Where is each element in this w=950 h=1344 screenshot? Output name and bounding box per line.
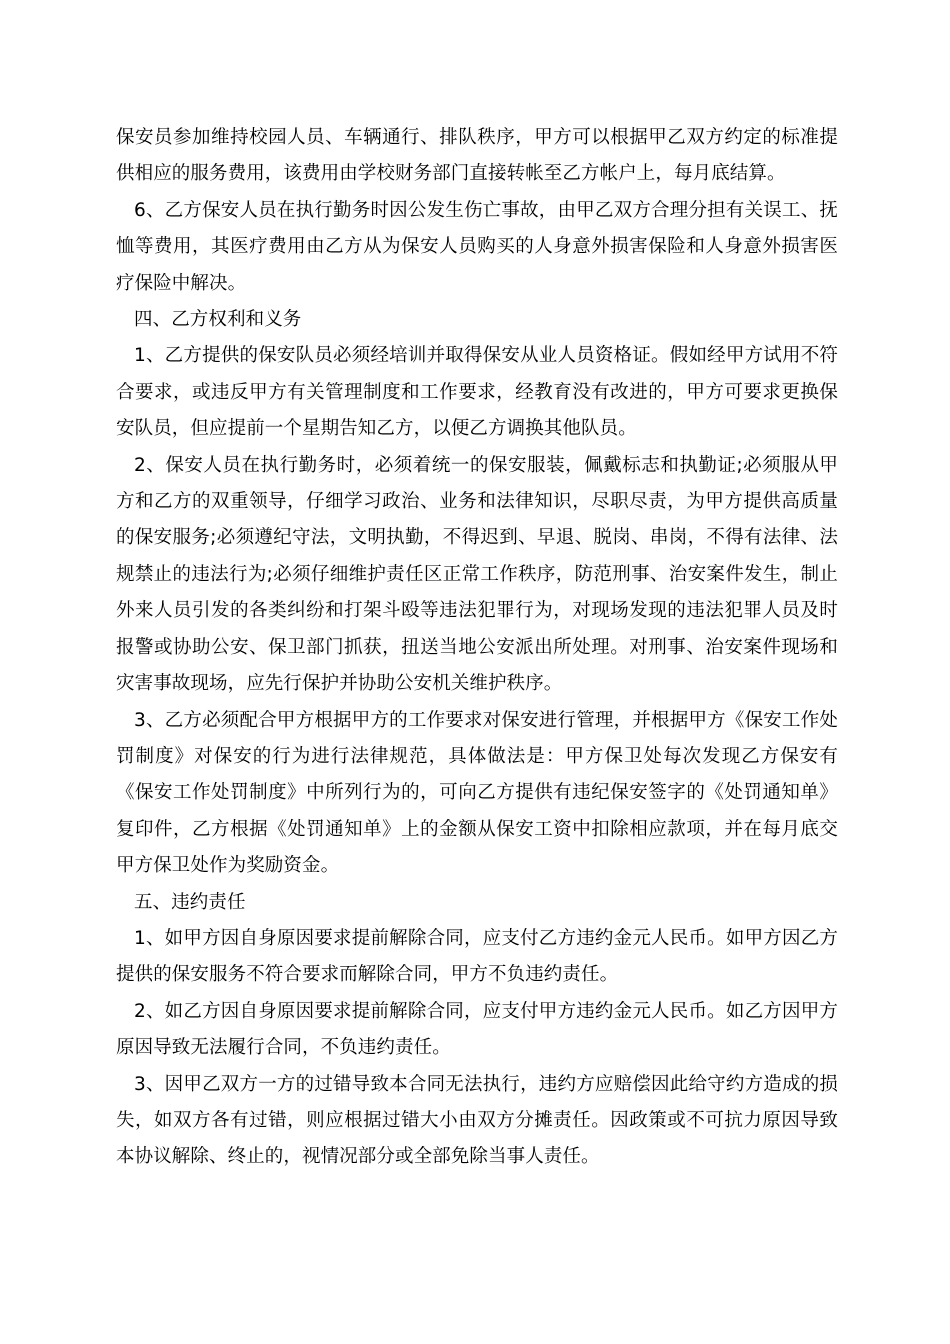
paragraph-breach-1: 1、如甲方因自身原因要求提前解除合同，应支付乙方违约金元人民币。如甲方因乙方提供的保安服务不符合要求而解除合同，甲方不负违约责任。 — [116, 927, 838, 986]
paragraph-breach-3: 3、因甲乙双方一方的过错导致本合同无法执行，违约方应赔偿因此给守约方造成的损失，如双方各有过错，则应根据过错大小由双方分摊责任。因政策或不可抗力原因导致本协议解除、终止的，视情况部分或全部免除当事人责任。 — [116, 1073, 838, 1168]
section-heading-4: 四、乙方权利和义务 — [134, 309, 302, 331]
paragraph-clause-3-management: 3、乙方必须配合甲方根据甲方的工作要求对保安进行管理，并根据甲方《保安工作处罚制度》对保安的行为进行法律规范，具体做法是：甲方保卫处每次发现乙方保安有《保安工作处罚制度》中所列行为的，可向乙方提供有违纪保安签字的《处罚通知单》复印件，乙方根据《处罚通知单》上的金额从保安工资中扣除相应款项，并在每月底交甲方保卫处作为奖励资金。 — [116, 709, 838, 877]
paragraph-clause-2-duties: 2、保安人员在执行勤务时，必须着统一的保安服装，佩戴标志和执勤证;必须服从甲方和乙方的双重领导，仔细学习政治、业务和法律知识，尽职尽责，为甲方提供高质量的保安服务;必须遵纪守法，文明执勤，不得迟到、早退、脱岗、串岗，不得有法律、法规禁止的违法行为;必须仔细维护责任区正常工作秩序，防范刑事、治安案件发生，制止外来人员引发的各类纠纷和打架斗殴等违法犯罪行为，对现场发现的违法犯罪人员及时报警或协助公安、保卫部门抓获，扭送当地公安派出所处理。对刑事、治安案件现场和灾害事故现场，应先行保护并协助公安机关维护秩序。 — [116, 454, 838, 695]
section-heading-5: 五、违约责任 — [134, 891, 246, 913]
document-body — [116, 120, 838, 1176]
paragraph-clause-6-injury: 6、乙方保安人员在执行勤务时因公发生伤亡事故，由甲乙双方合理分担有关误工、抚恤等费用，其医疗费用由乙方从为保安人员购买的人身意外损害保险和人身意外损害医疗保险中解决。 — [116, 199, 838, 294]
paragraph-breach-2: 2、如乙方因自身原因要求提前解除合同，应支付甲方违约金元人民币。如乙方因甲方原因导致无法履行合同，不负违约责任。 — [116, 1000, 838, 1059]
paragraph-clause-1-qualification: 1、乙方提供的保安队员必须经培训并取得保安从业人员资格证。假如经甲方试用不符合要求，或违反甲方有关管理制度和工作要求，经教育没有改进的，甲方可要求更换保安队员，但应提前一个星期告知乙方，以便乙方调换其他队员。 — [116, 345, 838, 440]
paragraph-service-fee: 保安员参加维持校园人员、车辆通行、排队秩序，甲方可以根据甲乙双方约定的标准提供相应的服务费用，该费用由学校财务部门直接转帐至乙方帐户上，每月底结算。 — [116, 127, 838, 185]
